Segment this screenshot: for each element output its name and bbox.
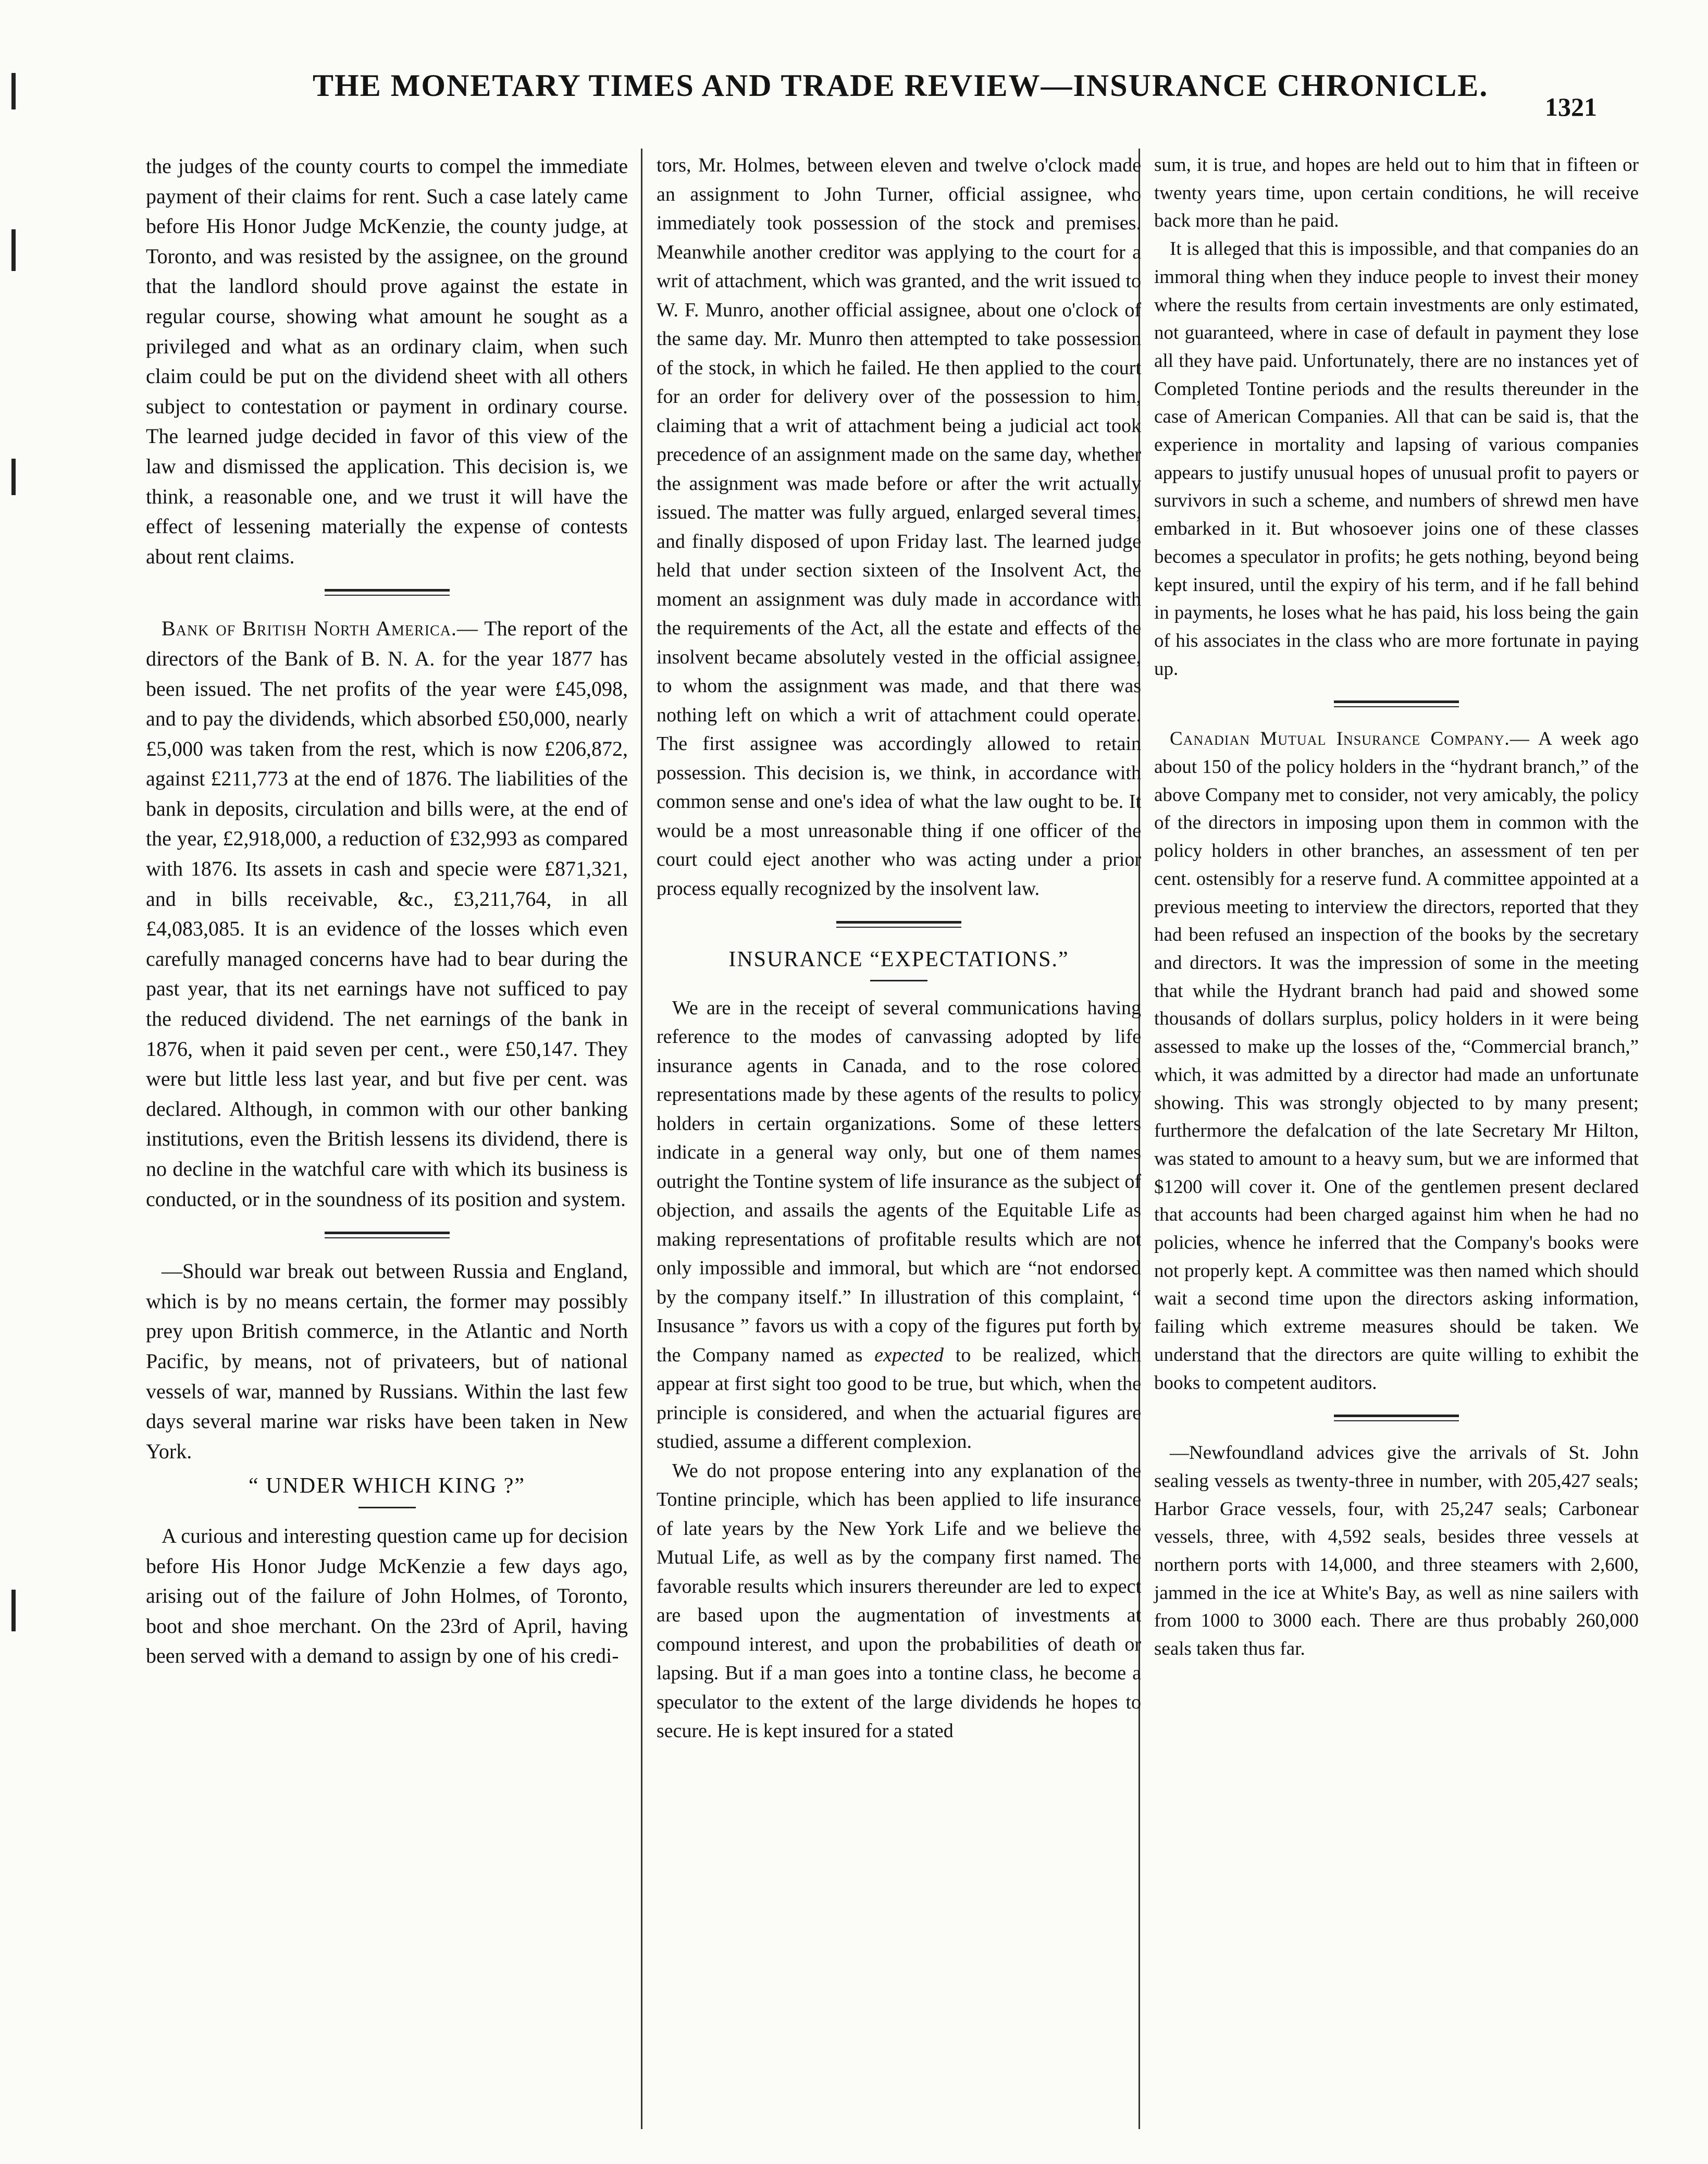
expectations-text: We are in the receipt of several communications having reference to the modes of canvassing adopted by life insurance agents in Canada, and to the rose colored representations made by these agents of the results to policy holders in certain organizations. Some of these letters indicate in a general way only, but one of them names outright the Tontine system of life insurance as the subject of objection, and assails the agents of the Equitable Life as making representations of profitable results which are not only impossible and immoral, but which are “not endorsed by the company itself.” In illustration of this complaint, “ Insusance ” favors us with a copy of the figures put forth by the Company named as xyxy=(657,997,1141,1366)
bank-article xyxy=(146,613,628,1214)
margin-mark xyxy=(11,459,16,495)
expectations-emphasis: expected xyxy=(874,1344,944,1366)
under-which-king-paragraph: A curious and interesting question came up for decision before His Honor Judge McKenzie a few days ago, arising out of the failure of John Holmes, of Toronto, boot and shoe merchant. On the 23rd of April, having been served with a demand to assign by one of his credi- xyxy=(146,1523,628,1668)
expectations-paragraph-2: We do not propose entering into any explanation of the Tontine principle, which has been applied to life insurance of late years by the New York Life and we believe the Mutual Life, as well as by the company first named. The favorable results which insurers thereunder are led to expect are based upon the augmentation of investments at compound interest, and upon the probabilities of death or lapsing. But if a man goes into a tontine class, he become a speculator to the extent of the large dividends he hopes to secure. He is kept insured for a stated xyxy=(657,1459,1141,1742)
article-paragraph: the judges of the county courts to compel the immediate payment of their claims for rent. Such a case lately came before His Honor Judge McKenzie, the county judge, at Toronto, and was resisted by the assignee, on the ground that the landlord should prove against the estate in regular course, showing what amount he sought as a privileged and what as an ordinary claim, when such claim could be put on the dividend sheet with all others subject to contestation or payment in ordinary course. The learned judge decided in favor of this view of the law and dismissed the application. This decision is, we think, a reasonable one, and we trust it will have the effect of lessening materially the expense of contests about rent claims. xyxy=(146,154,628,568)
bank-article-title: Bank of British North America.— xyxy=(162,617,478,641)
article-paragraph: sum, it is true, and hopes are held out to him that in fifteen or twenty years time, upon certain conditions, he will receive back more than he paid. xyxy=(1154,154,1639,232)
column-2 xyxy=(657,151,1141,1746)
canadian-mutual-body: A week ago about 150 of the policy holders in the “hydrant branch,” of the above Company met to consider, not very amicably, the policy of the directors in imposing upon them in common with the policy holders in other branches, an assessment of ten per cent. ostensibly for a reserve fund. A committee appointed at a previous meeting to interview the directors, reported that they had been refused an inspection of the books by the secretary and directors. It was the impression of some in the meeting that while the Hydrant branch had paid and showed some thousands of dollars surplus, policy holders in it were being assessed to make up the losses of the, “Commercial branch,” which, it was admitted by a director had made an unfortunate showing. This was strongly objected to by many present; furthermore the defalcation of the late Secretary Mr Hilton, was stated to amount to a heavy sum, but we are informed that $1200 will cover it. One of the gentlemen present declared that accounts had been charged against him when he had no policies, whence he inferred that the Company's books were not properly kept. A committee was then named which should wait a second time upon the directors asking information, failing which extreme measures should be taken. We understand that the directors are quite willing to exhibit the books to competent auditors. xyxy=(1154,728,1639,1394)
article-paragraph: It is alleged that this is impossible, and that companies do an immoral thing when they induce people to invest their money where the results from certain investments are only estimated, not guaranteed, where in case of default in payment they lose all they have paid. Unfortunately, there are no instances yet of Completed Tontine periods and the results thereunder in the case of American Companies. All that can be said is, that the experience in mortality and lapsing of various companies appears to justify unusual hopes of unusual profit to payers or survivors in such a scheme, and numbers of shrewd men have embarked in it. But whosoever joins one of these classes becomes a speculator in profits; he gets nothing, beyond being kept insured, until the expiry of his term, and if he fall behind in payments, he loses what he has paid, his loss being the gain of his associates in the class who are more fortunate in paying up. xyxy=(1154,238,1639,680)
canadian-mutual-article xyxy=(1154,725,1639,1397)
expectations-paragraph-1 xyxy=(657,994,1141,1457)
column-divider xyxy=(641,149,642,2129)
margin-mark xyxy=(11,229,16,271)
margin-mark xyxy=(11,73,16,109)
page-header-title: THE MONETARY TIMES AND TRADE REVIEW—INSURANCE CHRONICLE. xyxy=(313,68,1489,103)
canadian-mutual-title: Canadian Mutual Insurance Company.— xyxy=(1170,728,1530,750)
insurance-expectations-heading: INSURANCE “EXPECTATIONS.” xyxy=(728,948,1069,972)
expectations-text-end: to be realized, which appear at first sight too good to be true, but which, when the principle is considered, and when the actuarial figures are studied, assume a different complexion. xyxy=(657,1344,1142,1453)
heading-underline xyxy=(358,1507,416,1508)
newfoundland-paragraph: —Newfoundland advices give the arrivals of St. John sealing vessels as twenty-three in number, with 205,427 seals; Harbor Grace vessels, four, with 25,247 seals; Carbonear vessels, three, with 4,592 seals, besides three vessels at northern ports with 14,000, and three steamers with 2,600, jammed in the ice at White's Bay, as well as nine sailers with from 1000 to 3000 each. There are thus probably 260,000 seals taken thus far. xyxy=(1154,1442,1639,1660)
under-which-king-heading: “ UNDER WHICH KING ?” xyxy=(248,1474,526,1498)
section-divider xyxy=(1334,1415,1459,1421)
column-1 xyxy=(146,151,628,1671)
margin-mark xyxy=(11,1590,16,1631)
article-paragraph: tors, Mr. Holmes, between eleven and twelve o'clock made an assignment to John Turner, official assignee, who immediately took possession of the stock and premises. Meanwhile another creditor was applying to the court for a writ of attachment, which was granted, and the writ issued to W. F. Munro, another official assignee, about one o'clock of the same day. Mr. Munro then attempted to take possession of the stock, in which he failed. He then applied to the court for an order for delivery over of the possession to him, claiming that a writ of attachment being a judicial act took precedence of an assignment made on the same day, whether the assignment was made before or after the writ actually issued. The matter was fully argued, enlarged several times, and finally disposed of upon Friday last. The learned judge held that under section sixteen of the Insolvent Act, the moment an assignment was duly made in accordance with the requirements of the Act, all the estate and effects of the insolvent became absolutely vested in the official assignee, to whom the assignment was made, and that there was nothing left on which a writ of attachment could operate. The first assignee was accordingly allowed to retain possession. This decision is, we think, in accordance with common sense and one's idea of what the law ought to be. It would be a most unreasonable thing if one officer of the court could eject another who was acting under a prior process equally recognized by the insolvent law. xyxy=(657,154,1141,900)
war-paragraph: —Should war break out between Russia and England, which is by no means certain, the former may possibly prey upon British commerce, in the Atlantic and North Pacific, by means, not of privateers, but of national vessels of war, manned by Russians. Within the last few days several marine war risks have been taken in New York. xyxy=(146,1259,628,1463)
bank-article-body: The report of the directors of the Bank of B. N. A. for the year 1877 has been issued. The net profits of the year were £45,098, and to pay the dividends, which absorbed £50,000, nearly £5,000 was taken from the rest, which is now £206,872, against £211,773 at the end of 1876. The liabilities of the bank in deposits, circulation and bills were, at the end of the year, £2,918,000, a reduction of £32,993 as compared with 1876. Its assets in cash and specie were £871,321, and in bills receivable, &c., £3,211,764, in all £4,083,085. It is an evidence of the losses which even carefully managed concerns have had to bear during the past year, that its net earnings have not sufficed to pay the reduced dividend. The net earnings of the bank in 1876, when it paid seven per cent., were £50,147. They were but little less last year, and but five per cent. was declared. Although, in common with our other banking institutions, even the British lessens its dividend, there is no decline in the watchful care with which its business is conducted, or in the soundness of its position and system. xyxy=(146,617,628,1211)
section-divider xyxy=(836,921,961,928)
column-3 xyxy=(1154,151,1639,1663)
section-divider xyxy=(1334,700,1459,707)
section-divider xyxy=(325,589,450,596)
page-number: 1321 xyxy=(1545,92,1597,121)
section-divider xyxy=(325,1232,450,1238)
heading-underline xyxy=(870,980,927,981)
